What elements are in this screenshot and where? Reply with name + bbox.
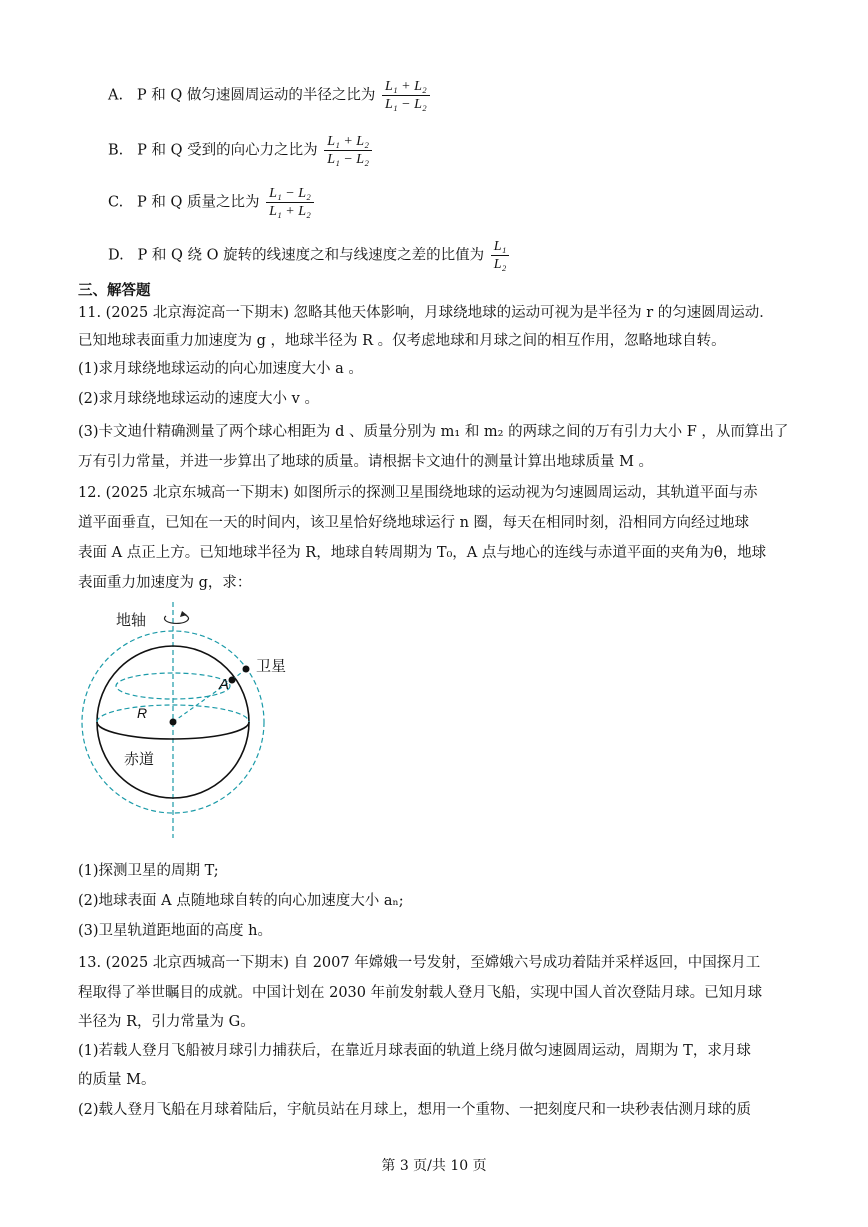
q11-part3a: (3)卡文迪什精确测量了两个球心相距为 d 、质量分别为 m₁ 和 m₂ 的两球之间的万有引力大小 F ，从而算出了 — [78, 424, 789, 440]
numerator: L₁ + L₂ — [324, 133, 372, 151]
option-text: P 和 Q 受到的向心力之比为 — [137, 142, 318, 159]
q12-line3: 表面 A 点正上方。已知地球半径为 R，地球自转周期为 T₀，A 点与地心的连线与赤道平面的夹角为θ，地球 — [78, 545, 767, 561]
q12-part1: (1)探测卫星的周期 T; — [78, 863, 219, 879]
q13-part1a: (1)若载人登月飞船被月球引力捕获后，在靠近月球表面的轨道上绕月做匀速圆周运动，周期为 T，求月球 — [78, 1043, 751, 1059]
point-a — [229, 677, 236, 684]
page-footer: 第 3 页/共 10 页 — [381, 1158, 487, 1174]
q13-line2: 程取得了举世瞩目的成就。中国计划在 2030 年前发射载人登月飞船，实现中国人首次登陆月球。已知月球 — [78, 985, 763, 1001]
q12-part3: (3)卫星轨道距地面的高度 h。 — [78, 923, 272, 939]
option-b — [108, 133, 372, 168]
q11-part1: (1)求月球绕地球运动的向心加速度大小 a 。 — [78, 361, 363, 377]
denominator: L₁ − L₂ — [327, 152, 369, 167]
q12-line2: 道平面垂直，已知在一天的时间内，该卫星恰好绕地球运行 n 圈，每天在相同时刻，沿相同方向经过地球 — [78, 515, 750, 531]
denominator: L₁ − L₂ — [385, 97, 427, 112]
satellite-label: 卫星 — [256, 657, 287, 675]
fraction — [491, 238, 510, 273]
option-text: P 和 Q 质量之比为 — [137, 194, 260, 211]
q11-line1: 11. (2025 北京海淀高一下期末) 忽略其他天体影响，月球绕地球的运动可视为是半径为 r 的匀速圆周运动． — [78, 305, 774, 321]
q11-part3b: 万有引力常量，并进一步算出了地球的质量。请根据卡文迪什的测量计算出地球质量 M 。 — [78, 454, 654, 470]
option-c — [108, 185, 314, 220]
fraction — [382, 78, 430, 113]
numerator: L₁ — [491, 238, 510, 256]
option-letter: B. — [108, 142, 124, 159]
q12-line4: 表面重力加速度为 g，求： — [78, 575, 252, 591]
q12-line1: 12. (2025 北京东城高一下期末) 如图所示的探测卫星围绕地球的运动视为匀速圆周运动，其轨道平面与赤 — [78, 485, 758, 501]
earth-center-point — [170, 719, 177, 726]
denominator: L₁ + L₂ — [269, 204, 311, 219]
option-d — [108, 238, 509, 273]
option-text: P 和 Q 绕 O 旋转的线速度之和与线速度之差的比值为 — [137, 247, 485, 264]
option-text: P 和 Q 做匀速圆周运动的半径之比为 — [136, 87, 376, 104]
q13-part2: (2)载人登月飞船在月球着陆后，宇航员站在月球上，想用一个重物、一把刻度尺和一块秒表估测月球的质 — [78, 1102, 752, 1118]
axis-label: 地轴 — [116, 611, 147, 629]
option-letter: D. — [108, 247, 124, 264]
q13-part1b: 的质量 M。 — [78, 1072, 156, 1088]
satellite-point — [243, 666, 250, 673]
earth-satellite-figure — [78, 600, 287, 840]
fraction — [266, 185, 314, 220]
q11-part2: (2)求月球绕地球运动的速度大小 v 。 — [78, 391, 319, 407]
option-letter: A. — [108, 87, 124, 104]
fraction — [324, 133, 372, 168]
point-a-label: A — [219, 676, 230, 693]
q12-part2: (2)地球表面 A 点随地球自转的向心加速度大小 aₙ; — [78, 893, 404, 909]
denominator: L₂ — [493, 257, 507, 272]
equator-label: 赤道 — [124, 750, 155, 768]
q11-line2: 已知地球表面重力加速度为 g ，地球半径为 R 。仅考虑地球和月球之间的相互作用，忽略地球自转。 — [78, 333, 726, 349]
radius-label: R — [137, 705, 148, 721]
option-letter: C. — [108, 194, 124, 211]
numerator: L₁ + L₂ — [382, 78, 430, 96]
option-a — [108, 78, 430, 113]
numerator: L₁ − L₂ — [266, 185, 314, 203]
q13-line3: 半径为 R，引力常量为 G。 — [78, 1014, 255, 1030]
section-title: 三、解答题 — [78, 283, 151, 299]
q13-line1: 13. (2025 北京西城高一下期末) 自 2007 年嫦娥一号发射，至嫦娥六号成功着陆并采样返回，中国探月工 — [78, 955, 761, 971]
